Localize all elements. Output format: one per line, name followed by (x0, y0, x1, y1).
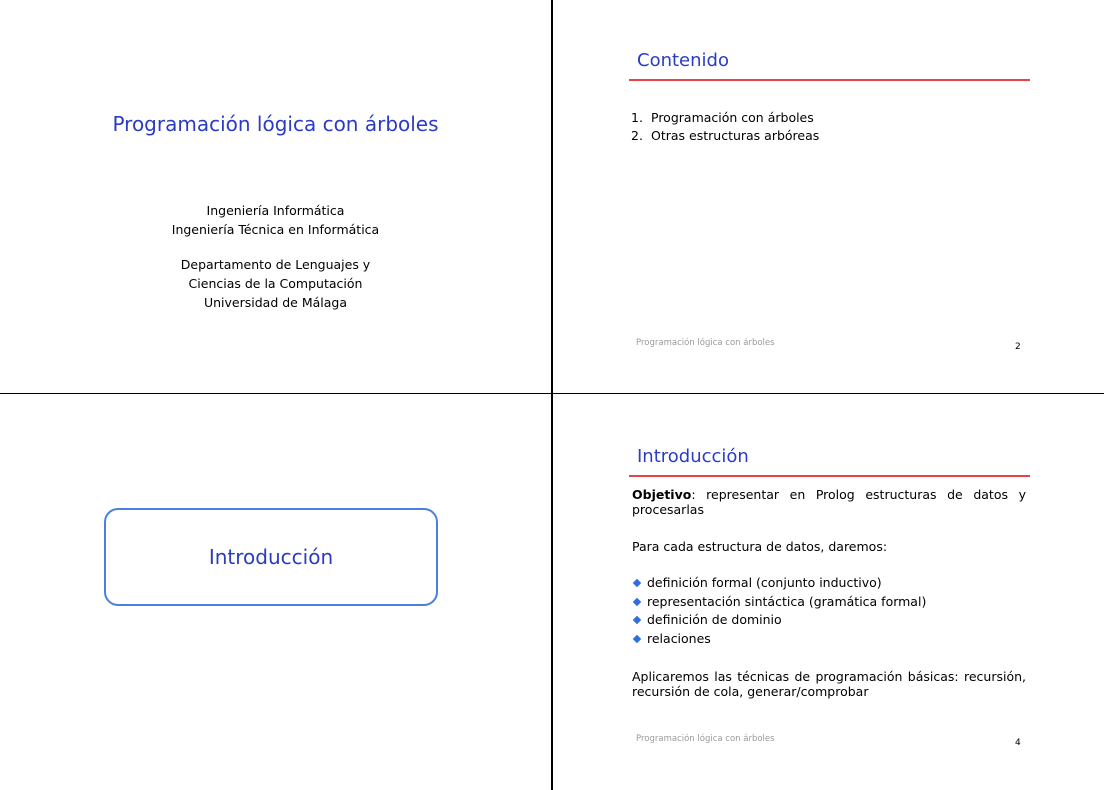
objective-label: Objetivo (632, 487, 692, 502)
bullet-list (632, 574, 926, 648)
diamond-bullet-icon (633, 616, 641, 624)
diamond-bullet-icon (633, 579, 641, 587)
department-line-2: Ciencias de la Computación (188, 276, 363, 291)
list-item: representación sintáctica (gramática formal) (632, 593, 926, 612)
toc-item: 1. Programación con árboles (631, 110, 814, 125)
diamond-bullet-icon (633, 598, 641, 606)
page-number: 4 (1015, 738, 1021, 748)
title-underline (629, 475, 1030, 477)
slide-4-title: Introducción (637, 446, 749, 467)
intro-paragraph: Para cada estructura de datos, daremos: (632, 539, 888, 554)
degree-line-2: Ingeniería Técnica en Informática (171, 222, 380, 237)
department (0, 255, 551, 312)
list-item: definición formal (conjunto inductivo) (632, 574, 926, 593)
slide-1 (0, 0, 551, 393)
slide-footer: Programación lógica con árboles (636, 338, 775, 348)
degree-line-1: Ingeniería Informática (206, 203, 345, 218)
slide-1-title: Programación lógica con árboles (112, 112, 439, 136)
title-underline (629, 79, 1030, 81)
closing-paragraph: Aplicaremos las técnicas de programación básicas: recursión, recursión de cola, generar/comprobar (632, 669, 1026, 699)
degrees (0, 201, 551, 239)
department-line-1: Departamento de Lenguajes y (180, 257, 371, 272)
section-title-box (104, 508, 438, 606)
page-number: 2 (1015, 342, 1021, 352)
section-title: Introducción (208, 545, 334, 569)
slide-2-title: Contenido (637, 50, 729, 71)
slide-footer: Programación lógica con árboles (636, 734, 775, 744)
objective-text: : representar en Prolog estructuras de datos y procesarlas (632, 487, 1026, 517)
toc-item: 2. Otras estructuras arbóreas (631, 128, 820, 143)
slide-3 (0, 394, 551, 787)
slide-2 (553, 0, 1104, 393)
list-item: relaciones (632, 630, 926, 649)
objective-paragraph (632, 487, 1026, 517)
slide-4 (553, 394, 1104, 787)
university: Universidad de Málaga (203, 295, 348, 310)
list-item: definición de dominio (632, 611, 926, 630)
table-of-contents (631, 109, 819, 145)
diamond-bullet-icon (633, 635, 641, 643)
